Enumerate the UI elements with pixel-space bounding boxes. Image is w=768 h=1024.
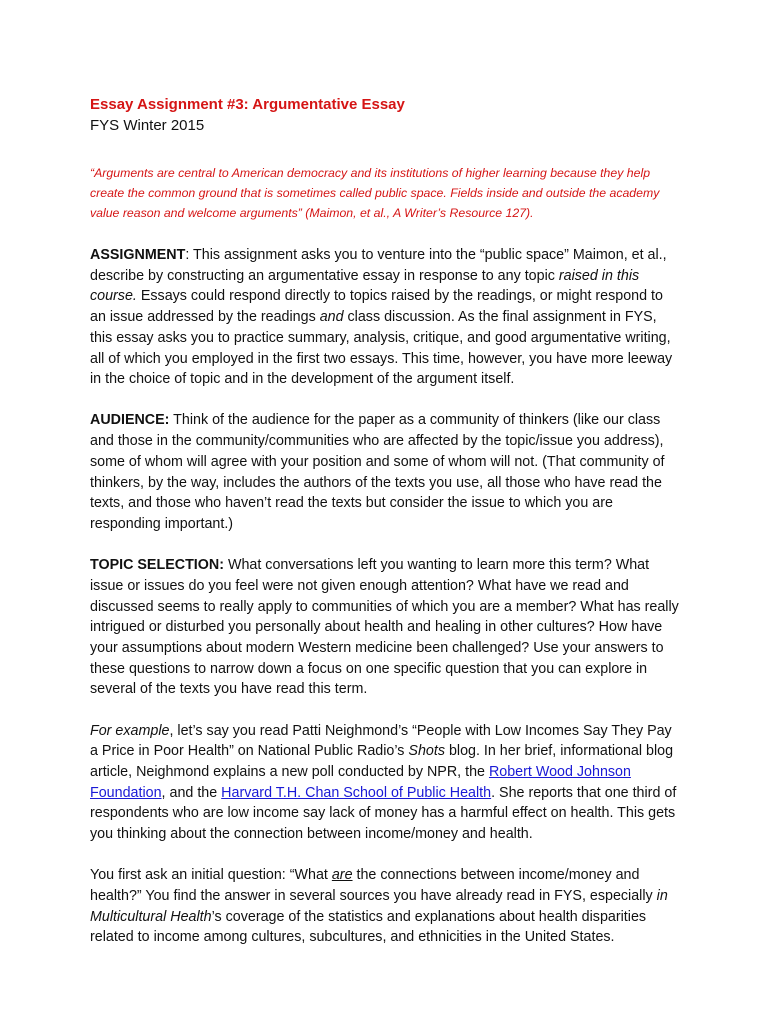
initial-question-text-3: ’s coverage of the statistics and explanations about health disparities related to income among cultures, subcultures, and ethnicities in the United States. — [90, 908, 647, 946]
harvard-link[interactable]: Harvard T.H. Chan School of Public Health — [221, 784, 492, 801]
example-emphasis-1: For example — [90, 722, 170, 739]
example-text-4: . She reports that one third of respondents who are low income say lack of money has a harmful effect on health. This gets you thinking about the connection between income/money and health. — [90, 784, 677, 843]
assignment-emphasis-2: and — [319, 309, 344, 326]
example-text-3: , and the — [161, 784, 222, 801]
rwjf-link[interactable]: Robert Wood Johnson Foundation — [90, 763, 631, 801]
topic-selection-label: TOPIC SELECTION: — [90, 557, 224, 574]
example-text-1: , let’s say you read Patti Neighmond’s “People with Low Incomes Say They Pay a Price in Poor Health” on National Public Radio’s — [90, 722, 672, 760]
epigraph-quote: “Arguments are central to American democracy and its institutions of higher learning because they help create the common ground that is sometimes called public space. Fields inside and outside the academy value reason and welcome arguments” (Maimon, et al., A Writer’s Resource 127). — [90, 166, 660, 220]
example-emphasis-2: Shots — [408, 743, 445, 760]
assignment-paragraph — [90, 245, 680, 390]
course-subtitle: FYS Winter 2015 — [90, 117, 205, 134]
initial-question-text-1: You first ask an initial question: “What — [90, 867, 332, 884]
assignment-text-1: : This assignment asks you to venture into the “public space” Maimon, et al., describe by constructing an argumentative essay in response to any topic — [90, 247, 667, 284]
topic-selection-paragraph — [90, 555, 680, 700]
initial-question-emphasis: in Multicultural Health — [90, 887, 668, 925]
initial-question-paragraph — [90, 865, 680, 948]
audience-paragraph — [90, 410, 680, 534]
audience-label: AUDIENCE: — [90, 412, 170, 429]
initial-question-underline: are — [331, 867, 353, 884]
essay-title: Essay Assignment #3: Argumentative Essay — [90, 96, 405, 113]
assignment-emphasis-1: raised in this course. — [90, 267, 640, 305]
topic-selection-text: What conversations left you wanting to learn more this term? What issue or issues do you feel were not given enough attention? What have we read and discussed seems to really apply to communities of which you are a member? What has really intrigued or disturbed you personally about health and healing in other cultures? How have your assumptions about modern Western medicine been challenged? Use your answers to these questions to narrow down a focus on one specific question that you can explore in several of the texts you have read this term. — [90, 557, 679, 698]
initial-question-text-2: the connections between income/money and health?” You find the answer in several sources you have already read in FYS, especially — [90, 867, 657, 904]
assignment-label: ASSIGNMENT — [90, 247, 186, 263]
assignment-text-3: class discussion. As the final assignment in FYS, this essay asks you to practice summary, analysis, critique, and good argumentative writing, all of which you employed in the first two essays. This time, however, you have more leeway in the choice of topic and in the development of the argument itself. — [90, 309, 673, 388]
audience-text: Think of the audience for the paper as a community of thinkers (like our class and those in the community/communities who are affected by the topic/issue you address), some of whom will agree with your position and some of whom will not. (That community of thinkers, by the way, includes the authors of the texts you use, all those who have read the texts, and those who haven’t read the texts but consider the issue to which you are responding important.) — [90, 412, 665, 532]
example-paragraph — [90, 721, 680, 845]
example-text-2: blog. In her brief, informational blog article, Neighmond explains a new poll conducted by NPR, the — [90, 743, 674, 780]
assignment-text-2: Essays could respond directly to topics raised by the readings, or might respond to an issue addressed by the readings — [90, 288, 663, 326]
